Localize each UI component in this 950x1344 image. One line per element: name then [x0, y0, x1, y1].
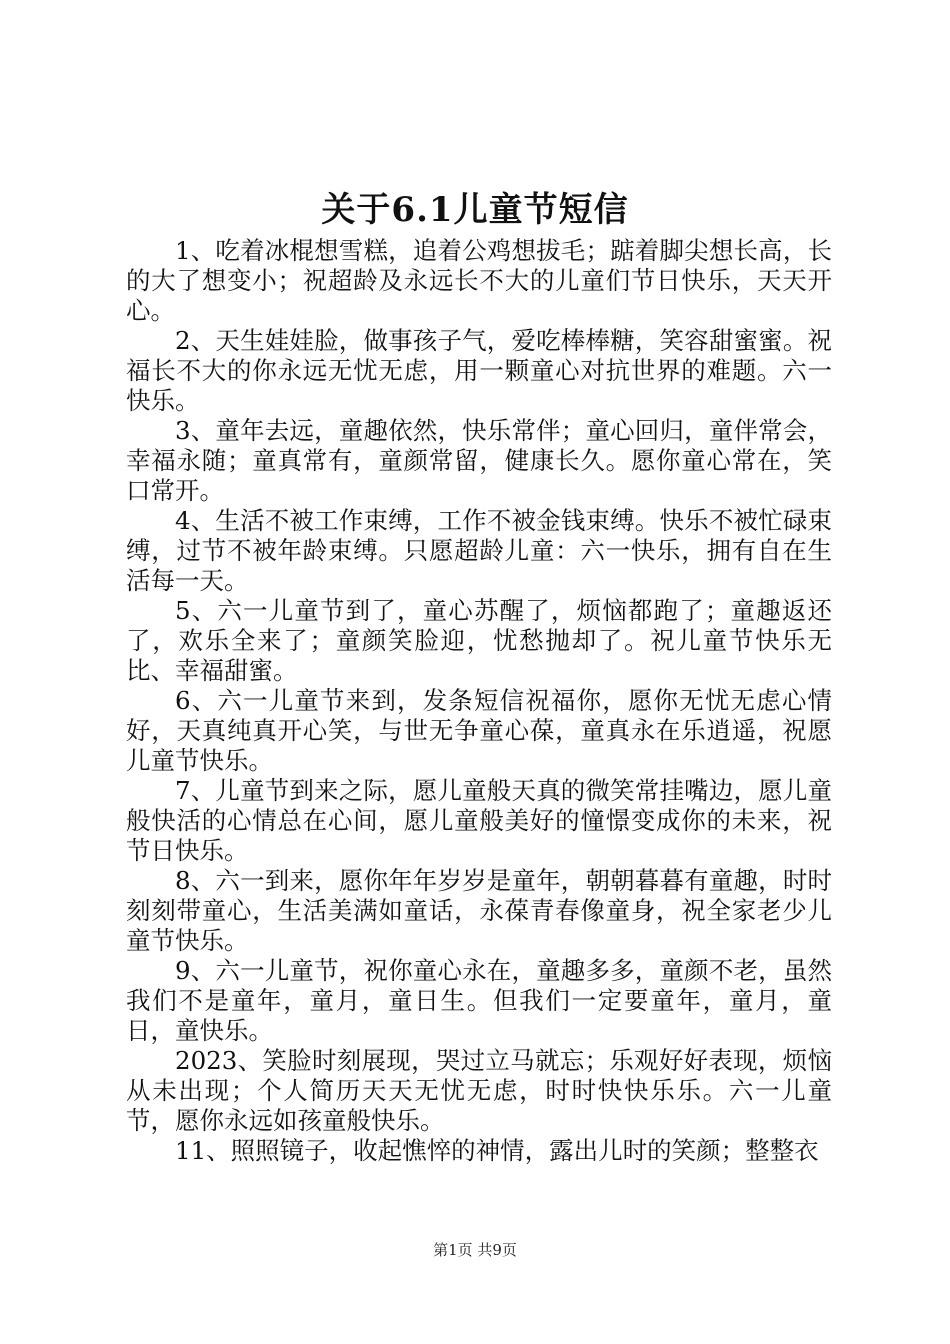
paragraph-4: 4、生活不被工作束缚，工作不被金钱束缚。快乐不被忙碌束缚，过节不被年龄束缚。只愿超龄儿童：六一快乐，拥有自在生活每一天。 [126, 506, 832, 595]
paragraph-1: 1、吃着冰棍想雪糕，追着公鸡想拔毛；踮着脚尖想长高，长的大了想变小；祝超龄及永远长不大的儿童们节日快乐，天天开心。 [126, 236, 832, 325]
paragraph-10: 2023、笑脸时刻展现，哭过立马就忘；乐观好好表现，烦恼从未出现；个人简历天天无忧无虑，时时快快乐乐。六一儿童节，愿你永远如孩童般快乐。 [126, 1046, 832, 1135]
paragraph-11: 11、照照镜子，收起憔悴的神情，露出儿时的笑颜；整整衣 [175, 1136, 819, 1165]
paragraph-9: 9、六一儿童节，祝你童心永在，童趣多多，童颜不老，虽然我们不是童年，童月，童日生。但我们一定要童年，童月，童日，童快乐。 [126, 956, 832, 1045]
paragraph-3: 3、童年去远，童趣依然，快乐常伴；童心回归，童伴常会，幸福永随；童真常有，童颜常留，健康长久。愿你童心常在，笑口常开。 [126, 416, 832, 505]
paragraph-6: 6、六一儿童节来到，发条短信祝福你，愿你无忧无虑心情好，天真纯真开心笑，与世无争童心葆，童真永在乐逍遥，祝愿儿童节快乐。 [126, 686, 832, 775]
paragraph-5: 5、六一儿童节到了，童心苏醒了，烦恼都跑了；童趣返还了，欢乐全来了；童颜笑脸迎，忧愁抛却了。祝儿童节快乐无比、幸福甜蜜。 [126, 596, 832, 685]
page-number-footer: 第1页 共9页 [433, 1241, 517, 1259]
paragraph-7: 7、儿童节到来之际，愿儿童般天真的微笑常挂嘴边，愿儿童般快活的心情总在心间，愿儿童般美好的憧憬变成你的未来，祝节日快乐。 [126, 776, 832, 865]
paragraph-2: 2、天生娃娃脸，做事孩子气，爱吃棒棒糖，笑容甜蜜蜜。祝福长不大的你永远无忧无虑，用一颗童心对抗世界的难题。六一快乐。 [126, 326, 832, 415]
document-body [126, 236, 832, 1166]
paragraph-8: 8、六一到来，愿你年年岁岁是童年，朝朝暮暮有童趣，时时刻刻带童心，生活美满如童话，永葆青春像童身，祝全家老少儿童节快乐。 [126, 866, 832, 955]
document-title: 关于6.1儿童节短信 [321, 190, 629, 230]
